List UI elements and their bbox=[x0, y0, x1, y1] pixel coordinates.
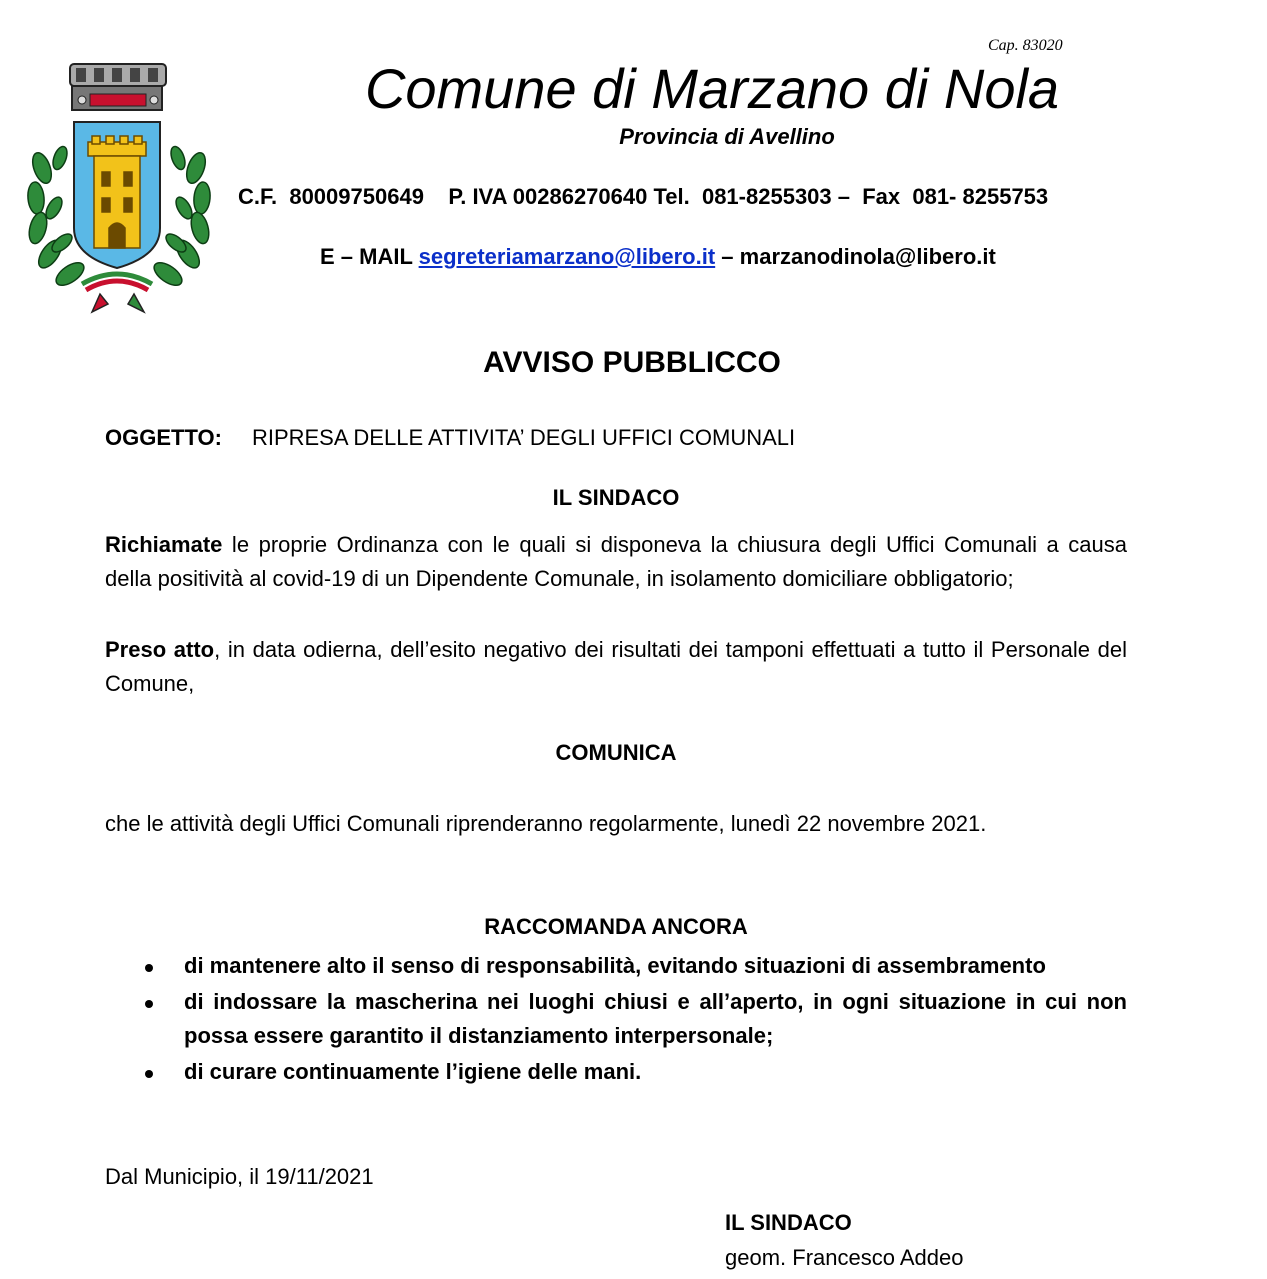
town-name: Comune di Marzano di Nola bbox=[364, 57, 1060, 120]
date-line: Dal Municipio, il 19/11/2021 bbox=[105, 1164, 374, 1189]
subject-label: OGGETTO: bbox=[105, 425, 222, 450]
subject-text: RIPRESA DELLE ATTIVITA’ DEGLI UFFICI COMUNALI bbox=[251, 425, 796, 450]
sindaco-heading: IL SINDACO bbox=[552, 485, 680, 510]
signature-name: geom. Francesco Addeo bbox=[725, 1245, 964, 1270]
signature-title: IL SINDACO bbox=[725, 1210, 852, 1235]
comunica-heading: COMUNICA bbox=[555, 740, 677, 765]
paragraph-preso-atto bbox=[105, 633, 1127, 701]
email-link-primary[interactable]: segreteriamarzano@libero.it bbox=[418, 244, 716, 269]
preso-atto-bold: Preso atto bbox=[105, 637, 215, 662]
subject-line bbox=[105, 425, 795, 451]
paragraph-richiamate bbox=[105, 528, 1127, 596]
email-label: E – MAIL bbox=[320, 244, 419, 269]
preso-atto-text: , in data odierna, dell’esito negativo dei risultati dei tamponi effettuati a tutto il Personale del Comune, bbox=[105, 637, 1127, 696]
email-line bbox=[320, 244, 996, 270]
paragraph-comunica: che le attività degli Uffici Comunali riprenderanno regolarmente, lunedì 22 novembre 2021. bbox=[105, 811, 987, 836]
document-title: AVVISO PUBBLICCO bbox=[483, 346, 781, 379]
recommendations-list bbox=[105, 949, 1127, 1091]
postal-code: Cap. 83020 bbox=[988, 37, 1063, 54]
raccomanda-heading: RACCOMANDA ANCORA bbox=[484, 914, 748, 939]
richiamate-text: le proprie Ordinanza con le quali si disponeva la chiusura degli Uffici Comunali a causa della positività al covid-19 di un Dipendente Comunale, in isolamento domiciliare obbligatorio; bbox=[105, 532, 1127, 591]
province-name: Provincia di Avellino bbox=[619, 124, 835, 149]
richiamate-bold: Richiamate bbox=[105, 532, 223, 557]
fiscal-contact-line: C.F. 80009750649 P. IVA 00286270640 Tel. 081-8255303 – Fax 081- 8255753 bbox=[238, 184, 1049, 209]
email-secondary: marzanodinola@libero.it bbox=[739, 244, 996, 269]
email-separator: – bbox=[715, 244, 740, 269]
list-item: di curare continuamente l’igiene delle mani. bbox=[105, 1055, 1127, 1089]
list-item: di indossare la mascherina nei luoghi chiusi e all’aperto, in ogni situazione in cui non possa essere garantito il distanziamento interpersonale; bbox=[105, 985, 1127, 1053]
tower-icon bbox=[88, 136, 146, 248]
ribbon-icon bbox=[82, 274, 152, 312]
bullet-icon bbox=[145, 1070, 153, 1078]
bullet-icon bbox=[145, 1000, 153, 1008]
bullet-icon bbox=[145, 964, 153, 972]
list-item: di mantenere alto il senso di responsabilità, evitando situazioni di assembramento bbox=[105, 949, 1127, 983]
